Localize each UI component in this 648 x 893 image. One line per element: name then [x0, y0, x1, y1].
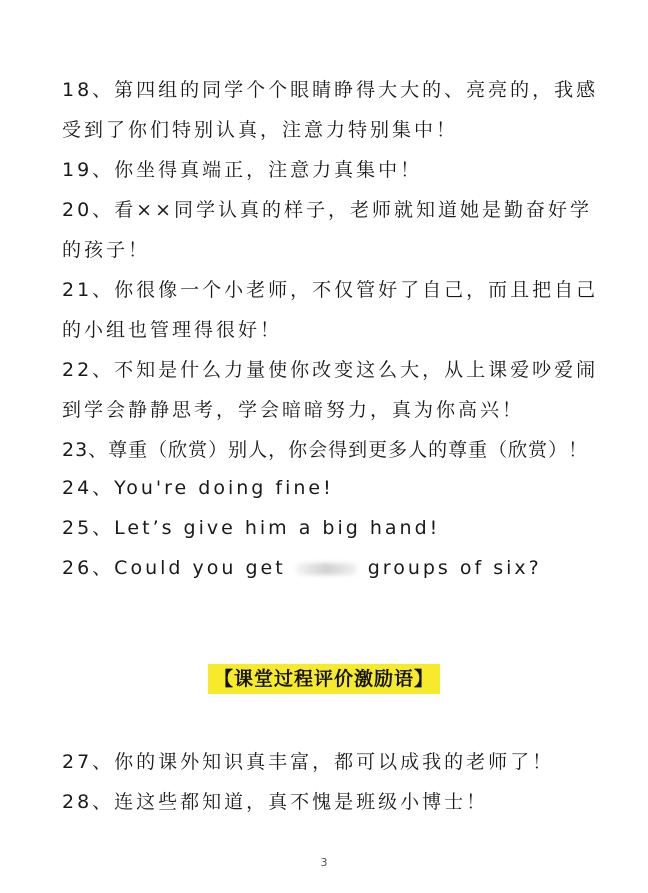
list-item: 28、连这些都知道，真不愧是班级小博士！ — [62, 791, 489, 813]
list-item-text-after: groups of six? — [367, 557, 542, 579]
page-number: 3 — [320, 856, 328, 869]
redacted-blur — [295, 563, 357, 575]
list-item: 24、You're doing fine! — [62, 477, 334, 499]
section-heading — [0, 664, 648, 694]
list-item: 25、Let’s give him a big hand! — [62, 517, 441, 539]
list-item-text-before: 26、Could you get — [62, 557, 286, 579]
list-item: 19、你坐得真端正，注意力真集中！ — [62, 159, 423, 181]
list-item: 27、你的课外知识真丰富，都可以成我的老师了！ — [62, 751, 555, 773]
list-item-continuation: 的小组也管理得很好！ — [62, 319, 283, 341]
list-item: 20、看××同学认真的样子，老师就知道她是勤奋好学 — [62, 199, 593, 221]
list-item: 23、尊重（欣赏）别人，你会得到更多人的尊重（欣赏）！ — [62, 439, 589, 461]
list-item-continuation: 的孩子！ — [62, 239, 151, 261]
list-item: 22、不知是什么力量使你改变这么大，从上课爱吵爱闹 — [62, 359, 599, 381]
list-item: 18、第四组的同学个个眼睛睁得大大的、亮亮的，我感 — [62, 79, 599, 101]
section-heading-label: 【课堂过程评价激励语】 — [208, 664, 440, 694]
list-item — [62, 556, 542, 580]
list-item: 21、你很像一个小老师，不仅管好了自己，而且把自己 — [62, 279, 599, 301]
list-item-continuation: 受到了你们特别认真，注意力特别集中！ — [62, 119, 459, 141]
list-item-continuation: 到学会静静思考，学会暗暗努力，真为你高兴！ — [62, 399, 525, 421]
